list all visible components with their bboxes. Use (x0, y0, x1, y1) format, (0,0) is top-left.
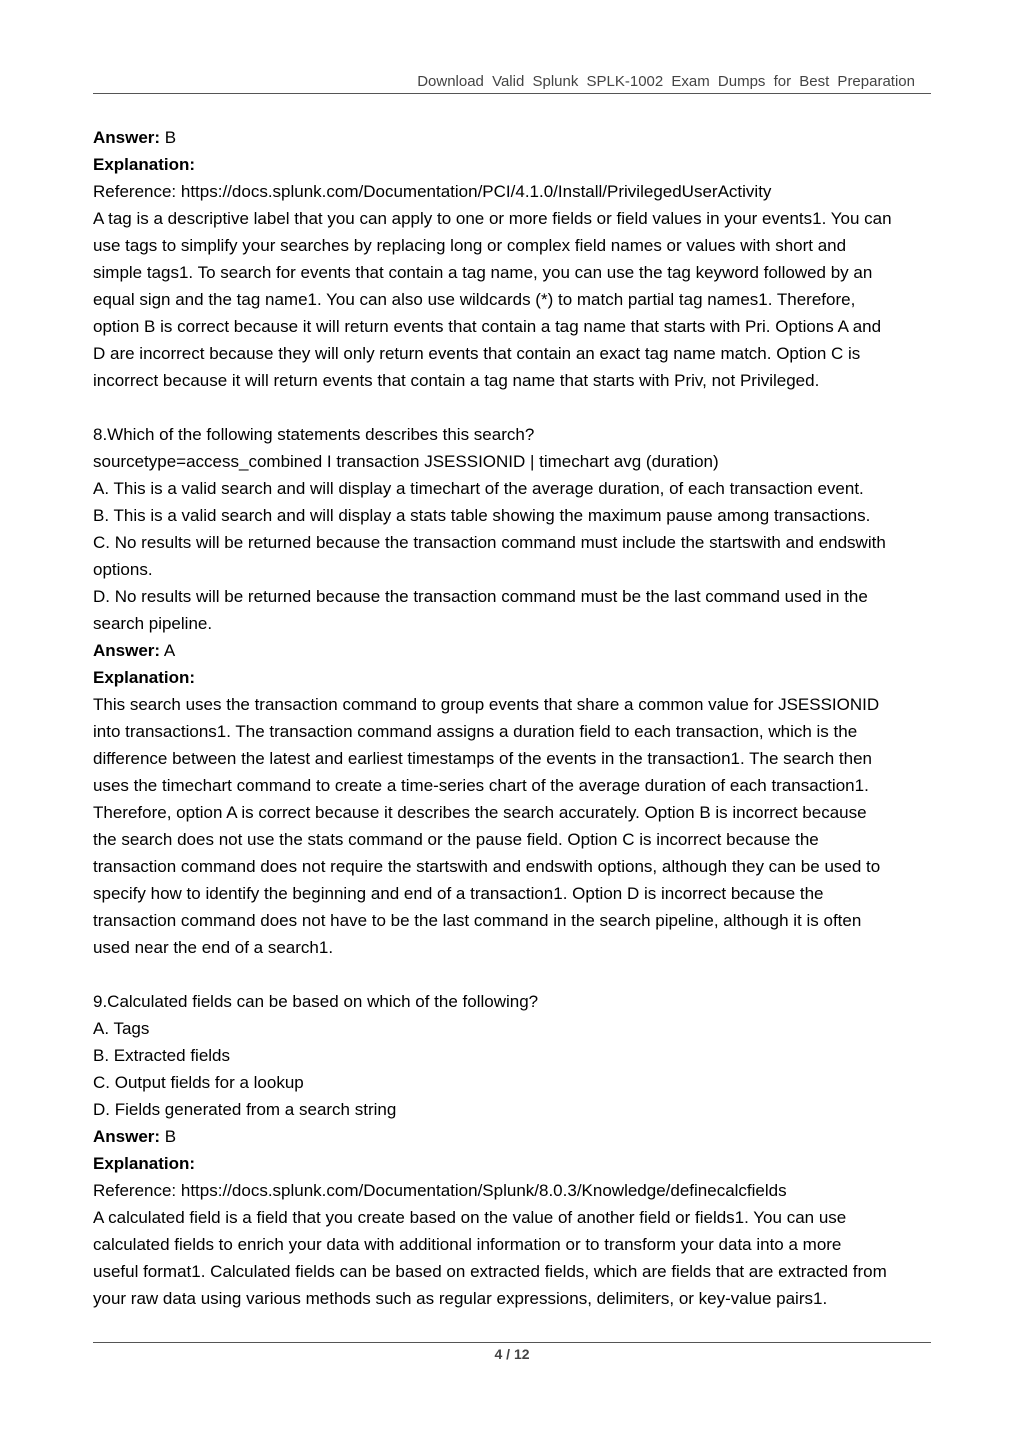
explanation-line: into transactions1. The transaction command assigns a duration field to each transaction, which is the (93, 722, 858, 741)
option-line: C. No results will be returned because the transaction command must include the startswith and endswith (93, 533, 886, 552)
explanation-line: calculated fields to enrich your data with additional information or to transform your data into a more (93, 1235, 842, 1254)
answer-label: Answer: (93, 1127, 161, 1146)
explanation-line: incorrect because it will return events that contain a tag name that starts with Priv, not Privileged. (93, 371, 820, 390)
option-line: D. No results will be returned because the transaction command must be the last command used in the (93, 587, 868, 606)
answer-line (93, 1123, 933, 1150)
explanation-line: A calculated field is a field that you create based on the value of another field or fields1. You can use (93, 1208, 847, 1227)
explanation-line: Reference: https://docs.splunk.com/Documentation/PCI/4.1.0/Install/PrivilegedUserActivity (93, 182, 772, 201)
explanation-label: Explanation: (93, 1154, 196, 1173)
explanation-line: D are incorrect because they will only return events that contain an exact tag name match. Option C is (93, 344, 861, 363)
option-line: B. Extracted fields (93, 1046, 231, 1065)
answer-value: A (160, 641, 176, 660)
question-line: 8.Which of the following statements describes this search? (93, 425, 535, 444)
option-line: D. Fields generated from a search string (93, 1100, 397, 1119)
explanation-line: simple tags1. To search for events that contain a tag name, you can use the tag keyword followed by an (93, 263, 873, 282)
option-line: A. Tags (93, 1019, 150, 1038)
explanation-line: useful format1. Calculated fields can be based on extracted fields, which are fields that are extracted from (93, 1262, 887, 1281)
paragraph-gap (93, 394, 933, 421)
answer-line (93, 637, 933, 664)
question-line: sourcetype=access_combined I transaction JSESSIONID | timechart avg (duration) (93, 452, 719, 471)
explanation-line: equal sign and the tag name1. You can also use wildcards (*) to match partial tag names1. Therefore, (93, 290, 856, 309)
explanation-label: Explanation: (93, 668, 196, 687)
answer-line (93, 124, 933, 151)
explanation-line: difference between the latest and earliest timestamps of the events in the transaction1. The search then (93, 749, 873, 768)
explanation-line: Therefore, option A is correct because it describes the search accurately. Option B is incorrect because (93, 803, 867, 822)
explanation-line: specify how to identify the beginning and end of a transaction1. Option D is incorrect because the (93, 884, 824, 903)
answer-label: Answer: (93, 128, 161, 147)
explanation-label: Explanation: (93, 155, 196, 174)
explanation-line: uses the timechart command to create a time-series chart of the average duration of each transaction1. (93, 776, 869, 795)
explanation-line: transaction command does not have to be the last command in the search pipeline, although it is often (93, 911, 862, 930)
option-line: B. This is a valid search and will display a stats table showing the maximum pause among transactions. (93, 506, 871, 525)
explanation-line: Reference: https://docs.splunk.com/Documentation/Splunk/8.0.3/Knowledge/definecalcfields (93, 1181, 787, 1200)
page-header: Download Valid Splunk SPLK-1002 Exam Dumps for Best Preparation (417, 73, 915, 90)
answer-value: B (160, 128, 177, 147)
page-content (93, 124, 933, 1312)
explanation-line: option B is correct because it will return events that contain a tag name that starts with Pri. Options A and (93, 317, 882, 336)
answer-value: B (160, 1127, 177, 1146)
option-line: C. Output fields for a lookup (93, 1073, 304, 1092)
explanation-line: This search uses the transaction command to group events that share a common value for JSESSIONID (93, 695, 880, 714)
option-line: search pipeline. (93, 614, 213, 633)
explanation-line: use tags to simplify your searches by replacing long or complex field names or values with short and (93, 236, 847, 255)
explanation-line: A tag is a descriptive label that you can apply to one or more fields or field values in your events1. You can (93, 209, 892, 228)
question-line: 9.Calculated fields can be based on which of the following? (93, 992, 539, 1011)
option-line: options. (93, 560, 153, 579)
explanation-line: used near the end of a search1. (93, 938, 334, 957)
explanation-line: the search does not use the stats command or the pause field. Option C is incorrect because the (93, 830, 819, 849)
explanation-line: transaction command does not require the startswith and endswith options, although they can be used to (93, 857, 881, 876)
explanation-line: your raw data using various methods such as regular expressions, delimiters, or key-value pairs1. (93, 1289, 828, 1308)
footer-divider (93, 1342, 931, 1343)
header-divider (93, 93, 931, 94)
page-number: 4 / 12 (494, 1346, 530, 1362)
paragraph-gap (93, 961, 933, 988)
option-line: A. This is a valid search and will display a timechart of the average duration, of each transaction event. (93, 479, 864, 498)
answer-label: Answer: (93, 641, 161, 660)
